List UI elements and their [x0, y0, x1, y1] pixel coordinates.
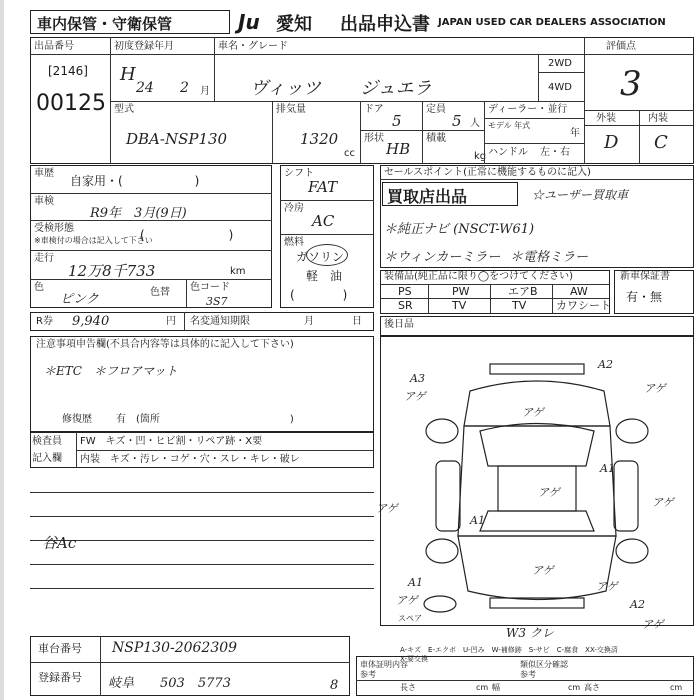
capacity: 5	[452, 112, 462, 130]
history-value: 自家用・( )	[70, 174, 200, 188]
handle-opts: 左・右	[540, 147, 570, 158]
reg-tail: 8	[330, 678, 339, 693]
mark-aged-3: アゲ	[522, 406, 544, 419]
name-label: 車名・グレード	[218, 41, 288, 52]
reg-pref: 岐阜	[108, 676, 135, 691]
load-label: 積載	[426, 133, 446, 144]
sales-note3: ＊ウィンカーミラー	[384, 250, 501, 265]
cap-label: 定員	[426, 104, 446, 115]
load-unit: kg	[474, 151, 487, 162]
recycle-value: 9,940	[72, 314, 110, 329]
color-code-label: 色コード	[190, 282, 230, 293]
ext-grade: D	[604, 132, 619, 153]
approved-label: 類似区分確認	[520, 660, 568, 669]
year-unit: 年	[570, 128, 580, 139]
disp-label: 排気量	[276, 104, 306, 115]
later-label: 後日品	[384, 319, 414, 330]
mark-aged-7: アゲ	[396, 594, 418, 607]
reg-label: 初度登録年月	[114, 41, 174, 52]
mark-a3: A3	[410, 372, 425, 385]
equip-seat: カワシート	[556, 299, 611, 312]
color: ピンク	[60, 292, 99, 307]
region-name: 愛知	[276, 14, 312, 35]
declare-label: 注意事項申告欄(不具合内容等は具体的に記入して下さい)	[36, 339, 294, 350]
fill-label: 記入欄	[32, 453, 62, 464]
sales-note1: ☆ユーザー買取車	[532, 188, 629, 202]
fuel-gas: ガソリン	[296, 250, 345, 264]
equip-tv2: TV	[512, 299, 527, 312]
equip-aw: AW	[570, 285, 588, 298]
inspector-label: 検査員	[32, 436, 62, 447]
color-code: 3S7	[206, 295, 228, 308]
newcar-opts: 有・無	[626, 290, 663, 304]
reg-era: H	[120, 64, 136, 85]
shape: HB	[386, 140, 411, 158]
mark-a1-b: A1	[470, 514, 485, 527]
recycle-label: R券	[36, 316, 53, 327]
mark-aged-9: アゲ	[596, 580, 618, 593]
equip-label: 装備品(純正品に限り◯をつけてください)	[384, 271, 573, 282]
ju-logo: Ju	[238, 10, 260, 34]
chassis-number: NSP130-2062309	[112, 640, 238, 656]
fuel-label: 燃料	[284, 237, 304, 248]
chassis-label: 車台番号	[38, 642, 82, 655]
legend-x: X-要交換	[400, 655, 428, 663]
mark-aged-8: アゲ	[532, 564, 554, 577]
cap-unit: 人	[470, 118, 480, 129]
mark-aged-5: アゲ	[376, 502, 398, 515]
fuel-other: ( )	[290, 288, 348, 302]
mark-w3: W3 クレ	[506, 626, 554, 640]
cert-ref: 参考	[360, 670, 376, 679]
mileage-label: 走行	[34, 253, 54, 264]
sales-note4: ＊電格ミラー	[510, 250, 589, 265]
spare-label: スペア	[398, 614, 422, 623]
model-label: 型式	[114, 104, 134, 115]
disp-unit: cc	[344, 148, 355, 159]
cm-2: cm	[568, 683, 581, 692]
mark-a1-c: A1	[408, 576, 423, 589]
lot-bracket: [2146]	[48, 64, 88, 78]
equip-ps: PS	[398, 285, 412, 298]
mark-a2-b: A2	[630, 598, 645, 611]
newcar-label: 新車保証書	[620, 271, 670, 282]
color-label: 色	[34, 282, 44, 293]
car-name: ヴィッツ	[250, 78, 321, 99]
notice-day: 日	[352, 316, 362, 327]
eval-label: 評価点	[606, 41, 636, 52]
length-label: 長さ	[400, 683, 416, 692]
int-label: 内装	[648, 113, 668, 124]
mark-aged-10: アゲ	[642, 618, 664, 631]
mark-a1-a: A1	[600, 462, 615, 475]
later-row	[380, 316, 694, 336]
height-label: 高さ	[584, 683, 600, 692]
inspect-value: R9年 3月(9日)	[90, 206, 187, 221]
mark-aged-6: アゲ	[652, 496, 674, 509]
eval-score: 3	[620, 64, 642, 104]
cooler-label: 冷房	[284, 203, 304, 214]
dealer-label: ディーラー・並行	[488, 104, 568, 115]
mileage: 12万8千733	[68, 262, 156, 280]
shift-label: シフト	[284, 168, 314, 179]
equip-pw: PW	[452, 285, 470, 298]
shape-label: 形状	[364, 133, 384, 144]
int-grade: C	[654, 132, 668, 153]
sales-label: セールスポイント(正常に機能するものに記入)	[384, 167, 591, 178]
inspect-label: 車検	[34, 196, 54, 207]
equip-airbag: エアB	[508, 285, 538, 298]
sales-note2: ＊純正ナビ (NSCT-W61)	[384, 222, 535, 237]
fuel-circle	[306, 244, 348, 266]
handle-label: ハンドル	[488, 147, 528, 158]
displacement: 1320	[300, 130, 339, 148]
mark-aged-1: アゲ	[404, 390, 426, 403]
model-year-label: モデル 年式	[488, 121, 531, 130]
inspector-sign: 谷Ac	[42, 534, 77, 552]
equip-tv1: TV	[452, 299, 467, 312]
notice-label: 名変通知期限	[190, 316, 250, 327]
legend-a: A-キズ E-エクボ U-凹み W-補修跡 S-サビ C-腐食 XX-交換済	[400, 646, 618, 654]
cooler: AC	[312, 212, 335, 230]
reg-month: 2	[180, 80, 189, 96]
form-value: ( )	[140, 228, 234, 242]
history-label: 車歴	[34, 168, 54, 179]
two-wd: 2WD	[548, 58, 572, 69]
model: DBA-NSP130	[126, 130, 228, 148]
mark-a2: A2	[598, 358, 613, 371]
cm-1: cm	[476, 683, 489, 692]
color-no-label: 色替	[150, 287, 170, 298]
ref-label: 参考	[520, 670, 536, 679]
lot-label: 出品番号	[34, 41, 74, 52]
equip-sr: SR	[398, 299, 413, 312]
repair-label: 修復歴	[62, 414, 92, 425]
grade: ジュエラ	[360, 78, 432, 99]
doors: 5	[392, 112, 402, 130]
shift: FAT	[308, 178, 338, 196]
repair-value: 有 (箇所 )	[116, 414, 294, 425]
recycle-unit: 円	[166, 316, 176, 327]
reg-number-label: 登録番号	[38, 671, 82, 684]
four-wd: 4WD	[548, 82, 572, 93]
lot-number: 00125	[36, 91, 106, 116]
mark-aged-2: アゲ	[644, 382, 666, 395]
cm-3: cm	[670, 683, 683, 692]
cert-label: 車体証明内容	[360, 660, 408, 669]
reg-year: 24	[136, 80, 154, 96]
scan-edge	[0, 0, 4, 700]
fw-row: FW キズ・凹・ヒビ割・リペア跡・X要	[80, 436, 263, 447]
notice-month: 月	[304, 316, 314, 327]
buyer-box: 買取店出品	[382, 182, 518, 206]
reg-month-unit: 月	[200, 86, 210, 97]
association-name: JAPAN USED CAR DEALERS ASSOCIATION	[438, 17, 666, 28]
storage-title: 車内保管・守衛保管	[30, 10, 230, 34]
fuel-diesel: 軽 油	[306, 269, 343, 283]
declare-items: ＊ETC ＊フロアマット	[44, 364, 178, 378]
width-label: 幅	[492, 683, 500, 692]
mark-aged-4: アゲ	[538, 486, 560, 499]
mileage-unit: km	[230, 266, 246, 277]
doc-title: 出品申込書	[340, 14, 430, 35]
door-label: ドア	[364, 104, 384, 115]
int-row: 内装 キズ・汚レ・コゲ・穴・スレ・キレ・破レ	[80, 454, 300, 465]
ext-label: 外装	[596, 113, 616, 124]
form-note: ※車検付の場合は記入して下さい	[34, 236, 153, 245]
reg-num: 503 5773	[160, 676, 231, 691]
form-label: 受検形態	[34, 223, 74, 234]
